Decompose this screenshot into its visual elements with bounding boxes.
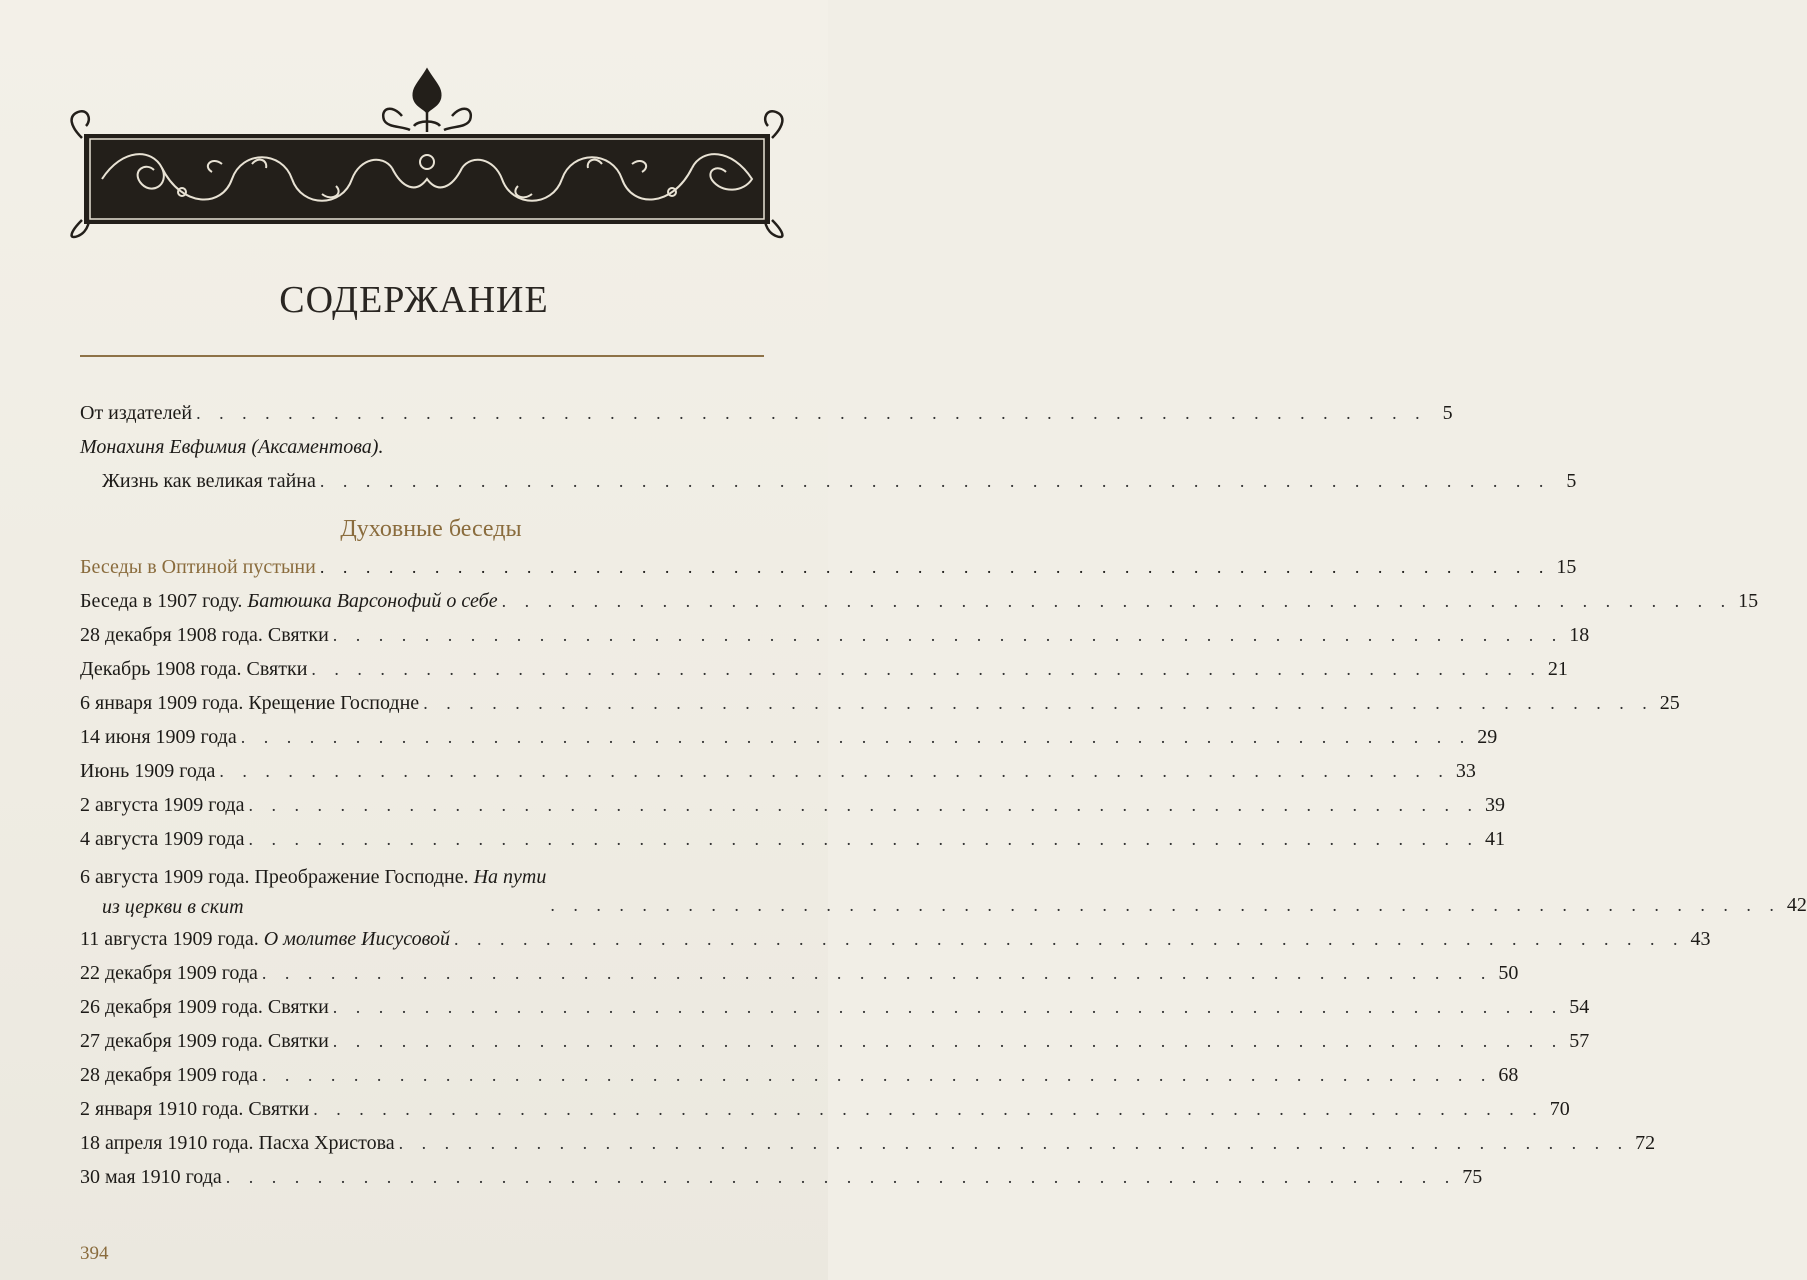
toc-entry (80, 788, 1505, 822)
table-of-contents (80, 396, 1807, 1194)
page-title: СОДЕРЖАНИЕ (279, 279, 549, 321)
entry-page: 18 (1569, 624, 1590, 646)
toc-entries-list (80, 584, 1807, 1194)
dot-leader: . . . . . . . . . . . . . . . . . . . . . . . . . . . . . . . . . . . . . . . . . . . . . . . . . . . . . . (332, 625, 1564, 645)
toc-entry (80, 856, 1807, 922)
entry-page: 15 (1738, 590, 1759, 612)
dot-leader: . . . . . . . . . . . . . . . . . . . . . . . . . . . . . . . . . . . . . . . . . . . . . . . . . . . . . . (319, 557, 1551, 577)
toc-entry-publishers (80, 396, 1453, 430)
part-title: Беседы в Оптиной пустыни (80, 556, 316, 578)
entry-title: Декабрь 1908 года. Святки (80, 658, 308, 680)
toc-entry (80, 956, 1519, 990)
dot-leader: . . . . . . . . . . . . . . . . . . . . . . . . . . . . . . . . . . . . . . . . . . . . . . . . . . . . . . (454, 929, 1685, 949)
entry-title: 18 апреля 1910 года. Пасха Христова (80, 1132, 395, 1154)
entry-title: 2 августа 1909 года (80, 794, 245, 816)
dot-leader: . . . . . . . . . . . . . . . . . . . . . . . . . . . . . . . . . . . . . . . . . . . . . . . . . . . . . . (261, 963, 1493, 983)
entry-title: 26 декабря 1909 года. Святки (80, 996, 329, 1018)
dot-leader: . . . . . . . . . . . . . . . . . . . . . . . . . . . . . . . . . . . . . . . . . . . . . . . . . . . . . . (313, 1099, 1544, 1119)
entry-title: 6 августа 1909 года. Преображение Господне. На пути из церкви в скит (80, 866, 547, 918)
entry-page: 42 (1786, 894, 1807, 916)
entry-page: 5 (1442, 402, 1453, 424)
entry-page: 57 (1569, 1030, 1590, 1052)
toc-entry (80, 922, 1711, 956)
dot-leader: . . . . . . . . . . . . . . . . . . . . . . . . . . . . . . . . . . . . . . . . . . . . . . . . . . . . . . (311, 659, 1542, 679)
dot-leader: . . . . . . . . . . . . . . . . . . . . . . . . . . . . . . . . . . . . . . . . . . . . . . . . . . . . . . (332, 1031, 1564, 1051)
entry-page: 68 (1498, 1064, 1519, 1086)
entry-page: 5 (1566, 470, 1577, 492)
toc-entry (80, 822, 1505, 856)
toc-entry (80, 686, 1680, 720)
entry-page: 54 (1569, 996, 1590, 1018)
entry-page: 39 (1484, 794, 1505, 816)
entry-title: Монахиня Евфимия (Аксаментова). (80, 436, 384, 458)
dot-leader: . . . . . . . . . . . . . . . . . . . . . . . . . . . . . . . . . . . . . . . . . . . . . . . . . . . . . . (550, 895, 1781, 915)
entry-title: 30 мая 1910 года (80, 1166, 222, 1188)
toc-entry (80, 1024, 1590, 1058)
section-heading: Духовные беседы (340, 516, 522, 542)
dot-leader: . . . . . . . . . . . . . . . . . . . . . . . . . . . . . . . . . . . . . . . . . . . . . . . . . . . . . . (196, 403, 1427, 423)
entry-page: 75 (1462, 1166, 1483, 1188)
entry-title: 27 декабря 1909 года. Святки (80, 1030, 329, 1052)
entry-title: 6 января 1909 года. Крещение Господне (80, 692, 420, 714)
dot-leader: . . . . . . . . . . . . . . . . . . . . . . . . . . . . . . . . . . . . . . . . . . . . . . . . . . . . . . (423, 693, 1654, 713)
toc-entry-life (80, 464, 1577, 498)
dot-leader: . . . . . . . . . . . . . . . . . . . . . . . . . . . . . . . . . . . . . . . . . . . . . . . . . . . . . . (240, 727, 1472, 747)
entry-page: 29 (1477, 726, 1498, 748)
toc-entry (80, 584, 1759, 618)
toc-entry-author (80, 430, 782, 464)
entry-page: 72 (1635, 1132, 1656, 1154)
dot-leader: . . . . . . . . . . . . . . . . . . . . . . . . . . . . . . . . . . . . . . . . . . . . . . . . . . . . . . (248, 795, 1479, 815)
toc-entry (80, 1126, 1656, 1160)
entry-page: 43 (1690, 928, 1711, 950)
entry-page: 15 (1556, 556, 1577, 578)
dot-leader: . . . . . . . . . . . . . . . . . . . . . . . . . . . . . . . . . . . . . . . . . . . . . . . . . . . . . . (332, 997, 1564, 1017)
entry-title: Жизнь как великая тайна (102, 470, 316, 492)
entry-title: 22 декабря 1909 года (80, 962, 258, 984)
entry-title: 11 августа 1909 года. О молитве Иисусовой (80, 928, 450, 950)
dot-leader: . . . . . . . . . . . . . . . . . . . . . . . . . . . . . . . . . . . . . . . . . . . . . . . . . . . . . . (261, 1065, 1493, 1085)
toc-entry (80, 720, 1498, 754)
entry-page: 21 (1547, 658, 1568, 680)
dot-leader: . . . . . . . . . . . . . . . . . . . . . . . . . . . . . . . . . . . . . . . . . . . . . . . . . . . . . . (248, 829, 1479, 849)
dot-leader: . . . . . . . . . . . . . . . . . . . . . . . . . . . . . . . . . . . . . . . . . . . . . . . . . . . . . . (398, 1133, 1630, 1153)
toc-entry (80, 1092, 1570, 1126)
toc-entry (80, 990, 1590, 1024)
dot-leader: . . . . . . . . . . . . . . . . . . . . . . . . . . . . . . . . . . . . . . . . . . . . . . . . . . . . . . (319, 471, 1551, 491)
entry-title: 4 августа 1909 года (80, 828, 245, 850)
toc-entry (80, 754, 1476, 788)
entry-page: 50 (1498, 962, 1519, 984)
page-number: 394 (80, 1243, 109, 1264)
toc-entry (80, 1058, 1519, 1092)
entry-title: Июнь 1909 года (80, 760, 216, 782)
entry-title: От издателей (80, 402, 193, 424)
entry-title: 2 января 1910 года. Святки (80, 1098, 310, 1120)
toc-entry (80, 618, 1590, 652)
entry-title: 28 декабря 1908 года. Святки (80, 624, 329, 646)
entry-page: 25 (1659, 692, 1680, 714)
decorative-headpiece (62, 68, 792, 238)
toc-entry (80, 1160, 1483, 1194)
title-underline (80, 355, 764, 357)
entry-title: 14 июня 1909 года (80, 726, 237, 748)
entry-page: 33 (1455, 760, 1476, 782)
entry-title: 28 декабря 1909 года (80, 1064, 258, 1086)
dot-leader: . . . . . . . . . . . . . . . . . . . . . . . . . . . . . . . . . . . . . . . . . . . . . . . . . . . . . . (501, 591, 1733, 611)
entry-page: 41 (1484, 828, 1505, 850)
toc-part-heading (80, 550, 1577, 584)
toc-entry (80, 652, 1568, 686)
dot-leader: . . . . . . . . . . . . . . . . . . . . . . . . . . . . . . . . . . . . . . . . . . . . . . . . . . . . . . (219, 761, 1450, 781)
dot-leader: . . . . . . . . . . . . . . . . . . . . . . . . . . . . . . . . . . . . . . . . . . . . . . . . . . . . . . (225, 1167, 1457, 1187)
entry-title: Беседа в 1907 году. Батюшка Варсонофий о себе (80, 590, 498, 612)
entry-page: 70 (1549, 1098, 1570, 1120)
